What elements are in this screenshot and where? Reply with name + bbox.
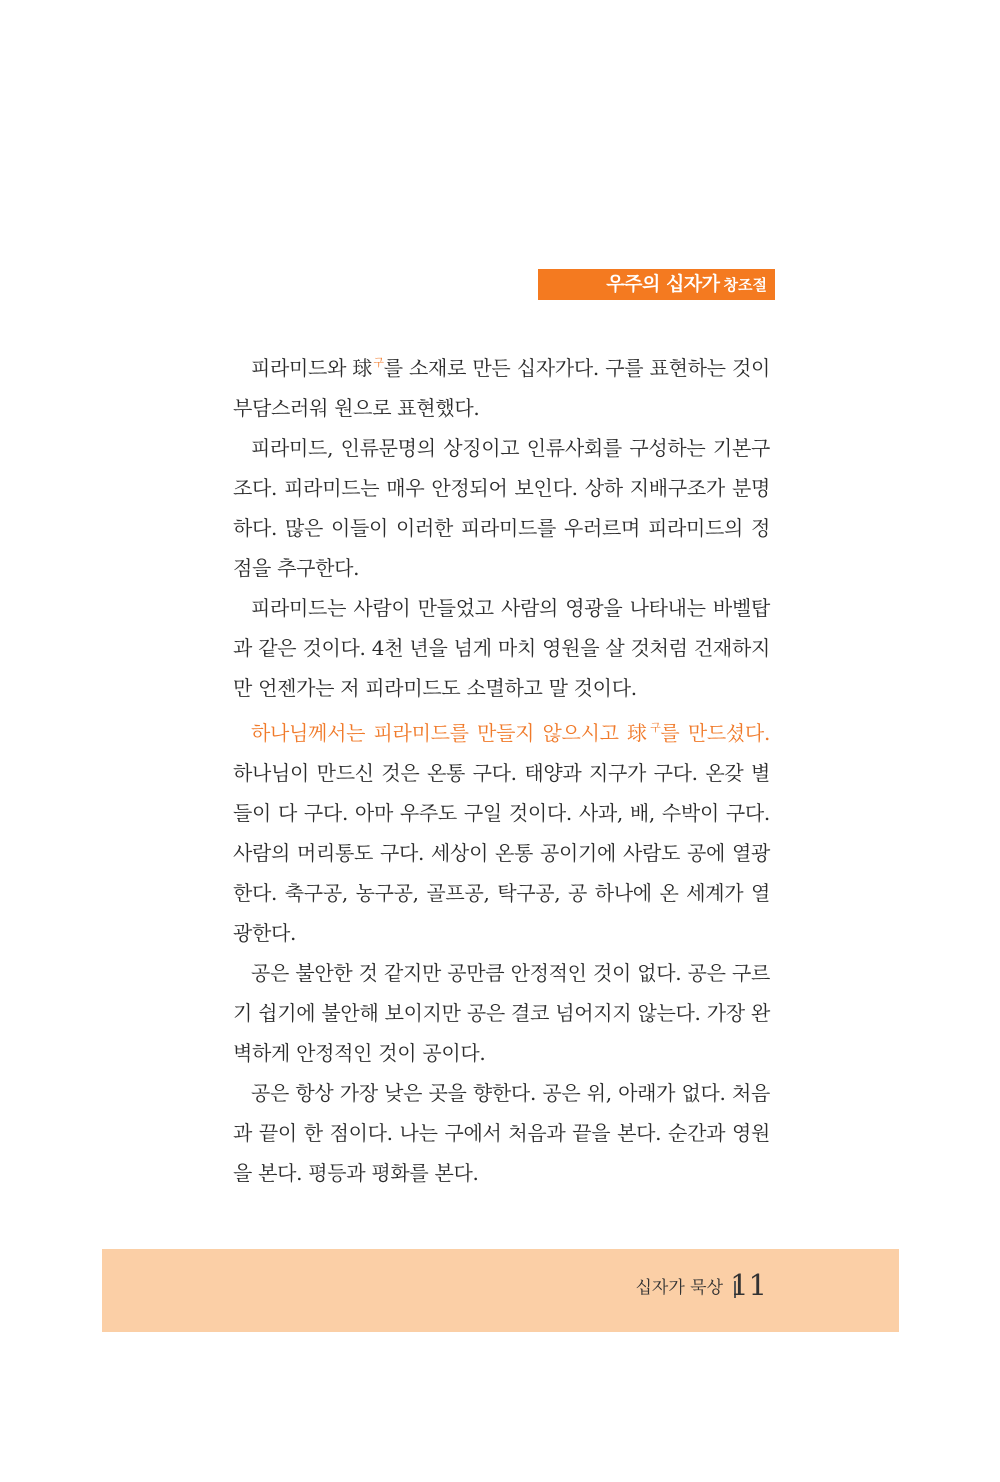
chapter-header-tab xyxy=(538,269,775,300)
paragraph-text: 하나님이 만드신 것은 온통 구다. 태양과 지구가 구다. 온갖 별들이 다 구다. 아마 우주도 구일 것이다. 사과, 배, 수박이 구다. 사람의 머리통도 구다. 세상이 온통 공이기에 사람도 공에 열광한다. 축구공, 농구공, 골프공, 탁구공, 공 하나에 온 세계가 열광한다. xyxy=(233,761,770,945)
footer-band xyxy=(102,1249,899,1332)
chapter-title: 우주의 십자가 xyxy=(606,273,720,295)
page-number: 11 xyxy=(730,1268,767,1302)
ruby-annotation: 구 xyxy=(650,721,661,734)
body-text xyxy=(233,343,770,1193)
highlighted-text: 를 만드셨다. xyxy=(660,721,770,745)
ruby-annotation: 구 xyxy=(373,356,384,369)
paragraph-text: 를 소재로 만든 십자가다. 구를 표현하는 것이 부담스러워 원으로 표현했다. xyxy=(233,356,771,420)
paragraph-5: 공은 불안한 것 같지만 공만큼 안정적인 것이 없다. 공은 구르기 쉽기에 불안해 보이지만 공은 결코 넘어지지 않는다. 가장 완벽하게 안정적인 것이 공이다. xyxy=(233,961,770,1065)
highlighted-text: 하나님께서는 피라미드를 만들지 않으시고 球 xyxy=(251,721,650,745)
paragraph-2: 피라미드, 인류문명의 상징이고 인류사회를 구성하는 기본구조다. 피라미드는 매우 안정되어 보인다. 상하 지배구조가 분명하다. 많은 이들이 이러한 피라미드를 우러르며 피라미드의 정점을 추구한다. xyxy=(233,436,770,580)
paragraph-1 xyxy=(233,343,770,428)
footer-book-title: 십자가 묵상 xyxy=(635,1278,723,1298)
chapter-subtitle: 창조절 xyxy=(723,276,767,294)
paragraph-4 xyxy=(233,708,770,953)
paragraph-6: 공은 항상 가장 낮은 곳을 향한다. 공은 위, 아래가 없다. 처음과 끝이 한 점이다. 나는 구에서 처음과 끝을 본다. 순간과 영원을 본다. 평등과 평화를 본다. xyxy=(233,1081,770,1185)
paragraph-text: 피라미드와 球 xyxy=(251,356,373,380)
paragraph-3: 피라미드는 사람이 만들었고 사람의 영광을 나타내는 바벨탑과 같은 것이다. 4천 년을 넘게 마치 영원을 살 것처럼 건재하지만 언젠가는 저 피라미드도 소멸하고 말 것이다. xyxy=(233,596,770,700)
